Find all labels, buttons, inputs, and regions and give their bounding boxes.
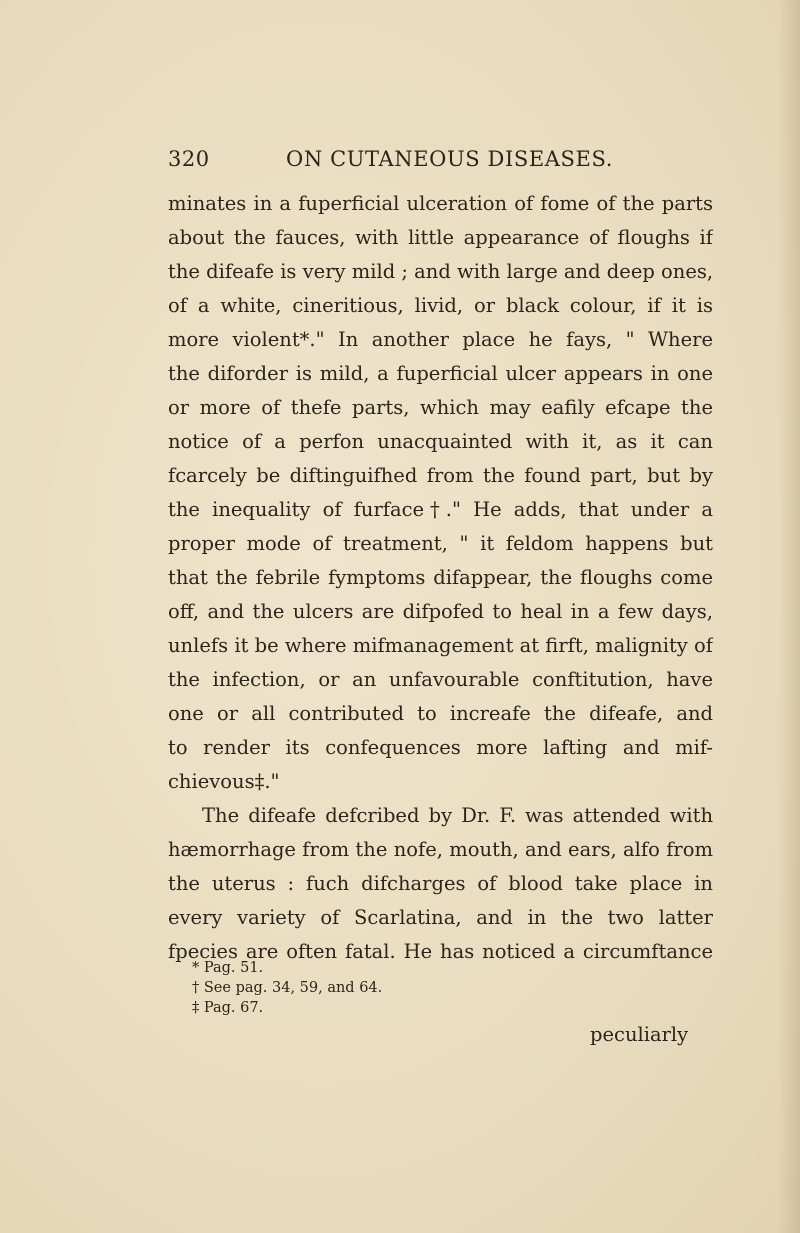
text-line: off, and the ulcers are difpofed to heal in a few days, <box>168 600 713 623</box>
text-line: the infection, or an unfavourable conftitution, have <box>168 668 713 691</box>
text-line: about the fauces, with little appearance of floughs if <box>168 226 713 249</box>
text-line: proper mode of treatment, " it feldom happens but <box>168 532 713 555</box>
text-line: of a white, cineritious, livid, or black colour, if it is <box>168 294 713 317</box>
text-line: that the febrile fymptoms difappear, the floughs come <box>168 566 713 589</box>
text-line: chievous‡." <box>168 770 280 793</box>
footnote: * Pag. 51. <box>192 960 264 976</box>
page-edge-shadow <box>778 0 800 1233</box>
text-line: the inequality of furface†." He adds, that under a <box>168 498 713 521</box>
footnote: ‡ Pag. 67. <box>192 1000 264 1016</box>
text-line: the uterus : fuch difcharges of blood take place in <box>168 872 713 895</box>
text-line: the difeafe is very mild ; and with large and deep ones, <box>168 260 713 283</box>
text-line: the diforder is mild, a fuperficial ulcer appears in one <box>168 362 713 385</box>
text-line: fpecies are often fatal. He has noticed a circumftance <box>168 940 713 963</box>
running-title: ON CUTANEOUS DISEASES. <box>286 147 613 171</box>
text-line: one or all contributed to increafe the difeafe, and <box>168 702 713 725</box>
footnotes <box>192 958 592 1018</box>
catchword: peculiarly <box>590 1023 689 1046</box>
footnote: † See pag. 34, 59, and 64. <box>192 980 383 996</box>
text-line: more violent*." In another place he fays, " Where <box>168 328 713 351</box>
text-line: The difeafe defcribed by Dr. F. was attended with <box>202 804 713 827</box>
body-text <box>168 187 713 969</box>
text-line: every variety of Scarlatina, and in the two latter <box>168 906 713 929</box>
text-line: fcarcely be diftinguifhed from the found part, but by <box>168 464 713 487</box>
text-line: hæmorrhage from the nofe, mouth, and ears, alfo from <box>168 838 713 861</box>
text-line: notice of a perfon unacquainted with it, as it can <box>168 430 713 453</box>
text-line: or more of thefe parts, which may eafily efcape the <box>168 396 713 419</box>
page-header <box>168 147 728 177</box>
text-line: unlefs it be where mifmanagement at firft, malignity of <box>168 634 713 657</box>
text-line: to render its confequences more lafting and mif- <box>168 736 713 759</box>
page-number: 320 <box>168 147 210 171</box>
text-line: minates in a fuperficial ulceration of fome of the parts <box>168 192 713 215</box>
